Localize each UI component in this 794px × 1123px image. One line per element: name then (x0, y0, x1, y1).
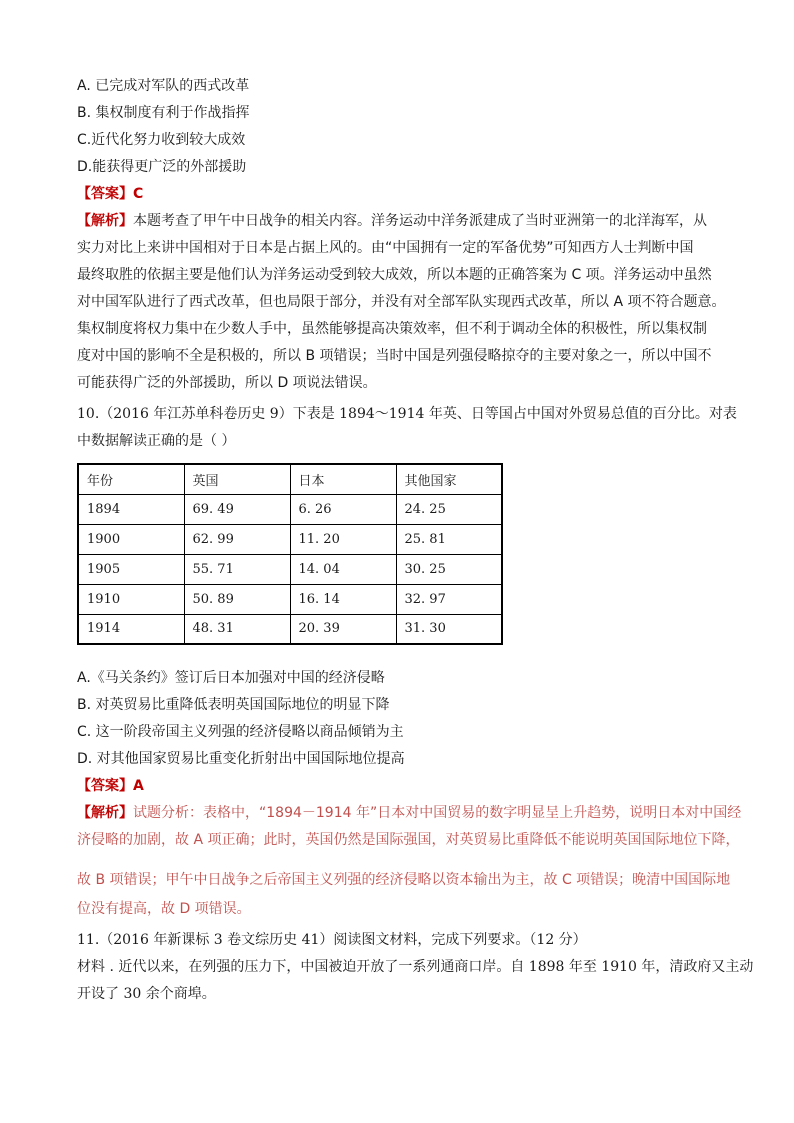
q9-answer: 【答案】C (77, 186, 144, 202)
q10-analysis-line: 故 B 项错误；甲午中日战争之后帝国主义列强的经济侵略以资本输出为主，故 C 项错误；晚清中国国际地 (77, 872, 731, 888)
table-cell: 48. 31 (184, 614, 290, 644)
table-header-cell: 英国 (184, 464, 290, 494)
table-header-cell: 日本 (290, 464, 396, 494)
table-header-cell: 年份 (78, 464, 184, 494)
table-cell: 1894 (78, 494, 184, 524)
table-cell: 1914 (78, 614, 184, 644)
q10-analysis-line: 位没有提高，故 D 项错误。 (77, 901, 251, 917)
table-cell: 16. 14 (290, 584, 396, 614)
table-cell: 62. 99 (184, 524, 290, 554)
q11-material: 开设了 30 余个商埠。 (77, 986, 216, 1002)
q9-analysis-label: 【解析】 (77, 213, 133, 229)
table-row (78, 614, 502, 644)
trade-share-table (77, 463, 503, 645)
q10-option-a: A.《马关条约》签订后日本加强对中国的经济侵略 (77, 670, 385, 686)
table-cell: 1905 (78, 554, 184, 584)
q10-answer: 【答案】A (77, 778, 144, 794)
table-row (78, 494, 502, 524)
q9-analysis-line: 度对中国的影响不全是积极的，所以 B 项错误；当时中国是列强侵略掠夺的主要对象之一，所以中国不 (77, 348, 712, 364)
q10-option-b: B. 对英贸易比重降低表明英国国际地位的明显下降 (77, 697, 390, 713)
table-cell: 11. 20 (290, 524, 396, 554)
table-row (78, 584, 502, 614)
q10-stem: 10.（2016 年江苏单科卷历史 9）下表是 1894～1914 年英、日等国占中国对外贸易总值的百分比。对表 (77, 406, 737, 422)
table-cell: 1910 (78, 584, 184, 614)
q11-material: 材料 . 近代以来，在列强的压力下，中国被迫开放了一系列通商口岸。自 1898 年至 1910 年，清政府又主动 (77, 959, 754, 975)
q10-analysis-label: 【解析】 (77, 805, 133, 821)
q9-option-a: A. 已完成对军队的西式改革 (77, 78, 250, 94)
q10-option-d: D. 对其他国家贸易比重变化折射出中国国际地位提高 (77, 751, 405, 767)
q10-stem: 中数据解读正确的是（ ） (77, 433, 236, 449)
q9-analysis-text: 本题考查了甲午中日战争的相关内容。洋务运动中洋务派建成了当时亚洲第一的北洋海军，从 (133, 213, 707, 229)
table-cell: 14. 04 (290, 554, 396, 584)
q10-option-c: C. 这一阶段帝国主义列强的经济侵略以商品倾销为主 (77, 724, 404, 740)
table-cell: 1900 (78, 524, 184, 554)
table-cell: 6. 26 (290, 494, 396, 524)
q10-analysis-text: 试题分析：表格中，“1894－1914 年”日本对中国贸易的数字明显呈上升趋势，说明日本对中国经 (133, 805, 742, 821)
q9-option-d: D.能获得更广泛的外部援助 (77, 159, 247, 175)
table-header-cell: 其他国家 (396, 464, 502, 494)
table-cell: 20. 39 (290, 614, 396, 644)
q9-analysis-line: 可能获得广泛的外部援助，所以 D 项说法错误。 (77, 375, 377, 391)
table-cell: 50. 89 (184, 584, 290, 614)
table-cell: 30. 25 (396, 554, 502, 584)
table-cell: 24. 25 (396, 494, 502, 524)
q10-analysis-line (77, 803, 741, 823)
q9-analysis-line: 集权制度将权力集中在少数人手中，虽然能够提高决策效率，但不利于调动全体的积极性，所以集权制 (77, 321, 707, 337)
table-cell: 25. 81 (396, 524, 502, 554)
q11-stem: 11.（2016 年新课标 3 卷文综历史 41）阅读图文材料，完成下列要求。（12 分） (77, 932, 587, 948)
table-header-row (78, 464, 502, 494)
table-cell: 55. 71 (184, 554, 290, 584)
table-row (78, 524, 502, 554)
table-row (78, 554, 502, 584)
table-cell: 69. 49 (184, 494, 290, 524)
q9-analysis-line (77, 211, 707, 231)
q9-analysis-line: 最终取胜的依据主要是他们认为洋务运动受到较大成效，所以本题的正确答案为 C 项。洋务运动中虽然 (77, 267, 712, 283)
q10-analysis-line: 济侵略的加剧，故 A 项正确；此时，英国仍然是国际强国，对英贸易比重降低不能说明英国国际地位下降， (77, 832, 740, 848)
q9-analysis-line: 对中国军队进行了西式改革，但也局限于部分，并没有对全部军队实现西式改革，所以 A 项不符合题意。 (77, 294, 726, 310)
q9-analysis-line: 实力对比上来讲中国相对于日本是占据上风的。由“中国拥有一定的军备优势”可知西方人士判断中国 (77, 240, 694, 256)
q9-option-c: C.近代化努力收到较大成效 (77, 132, 246, 148)
q9-option-b: B. 集权制度有利于作战指挥 (77, 105, 250, 121)
table-cell: 32. 97 (396, 584, 502, 614)
table-cell: 31. 30 (396, 614, 502, 644)
